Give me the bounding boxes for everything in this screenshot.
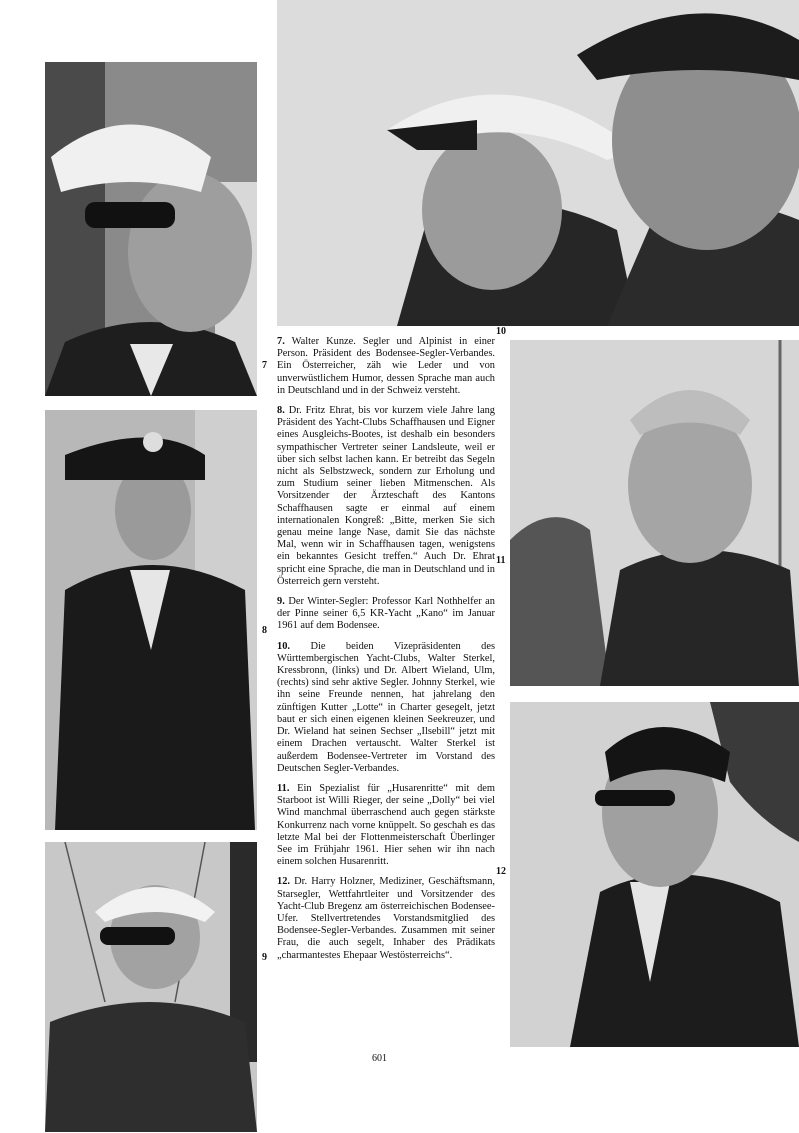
caption-8: 8. Dr. Fritz Ehrat, bis vor kurzem viele Jahre lang Präsident des Yacht-Clubs Schaffhausen und Eigner eines Ausgleichs-Bootes, ist deshalb ein besonders sympathischer Vertreter seiner Landsleute, weil er über sich selbst lachen kann. Er betreibt das Segeln nicht als Selbstzweck, sondern zur Erholung und zum Studium seiner lieben Mitmenschen. Als Vorsitzender der Ärzteschaft des Kantons Schaffhausen sagte er einmal auf einem internationalen Kongreß: „Bitte, merken Sie sich genau meine lange Nase, damit Sie das nächste Mal, wenn wir in Schaffhausen tagen, wenigstens ein bekanntes Gesicht treffen.“ Auch Dr. Ehrat spricht eine Sprache, die man in Deutschland und in Österreich gern versteht.: [277, 405, 495, 587]
caption-column: [277, 336, 495, 970]
figure-number-10: 10: [496, 326, 506, 337]
photo-8: [45, 410, 257, 830]
figure-number-9: 9: [262, 952, 267, 963]
caption-12: 12. Dr. Harry Holzner, Mediziner, Geschäftsmann, Starsegler, Wettfahrtleiter und Vorsitzender des Yacht-Club Bregenz am österreichischen Bodensee-Ufer. Stellvertretendes Vorstandsmitglied des Bodensee-Segler-Verbandes. Zusammen mit seiner Frau, die auch segelt, Inhaber des Prädikats „charmantestes Ehepaar Westösterreichs“.: [277, 876, 495, 961]
photo-9: [45, 842, 257, 1132]
photo-7: [45, 62, 257, 396]
photo-11: [510, 340, 799, 686]
caption-10: 10. Die beiden Vizepräsidenten des Württembergischen Yacht-Clubs, Walter Sterkel, Kressbronn, (links) und Dr. Albert Wieland, Ulm, (rechts) sind sehr aktive Segler. Johnny Sterkel, wie ihn seine Freunde nennen, hat jahrelang den zünftigen Kutter „Lotte“ in Charter gesegelt, jetzt baut er sich einen eigenen kleinen Seekreuzer, und Dr. Wieland hat seinen Sechser „Ilsebill“ jetzt mit einem Drachen vertauscht. Walter Sterkel ist außerdem Bodensee-Vertreter im Vorstand des Deutschen Segler-Verbandes.: [277, 640, 495, 774]
caption-7: 7. Walter Kunze. Segler und Alpinist in einer Person. Präsident des Bodensee-Segler-Verbandes. Ein Österreicher, zäh wie Leder und von unverwüstlichem Humor, dessen Sprache man auch in Deutschland und in der Schweiz versteht.: [277, 336, 496, 396]
figure-number-8: 8: [262, 625, 267, 636]
figure-number-7: 7: [262, 360, 267, 371]
photo-10: [277, 0, 799, 326]
figure-number-12: 12: [496, 866, 506, 877]
photo-12: [510, 702, 799, 1047]
figure-number-11: 11: [496, 555, 506, 566]
caption-11: 11. Ein Spezialist für „Husarenritte“ mit dem Starboot ist Willi Rieger, der seine „Dolly“ bei viel Wind manchmal überraschend auch gegen stärkste Konkurrenz nach vorne knüppelt. So geschah es das letzte Mal bei der Flottenmeisterschaft Überlinger See im Frühjahr 1961. Hier sehen wir ihn nach einem solchen Husarenritt.: [277, 782, 495, 868]
caption-9: 9. Der Winter-Segler: Professor Karl Nothhelfer an der Pinne seiner 6,5 KR-Yacht „Kano“ im Januar 1961 auf dem Bodensee.: [277, 596, 495, 632]
page-number: 601: [372, 1053, 387, 1064]
